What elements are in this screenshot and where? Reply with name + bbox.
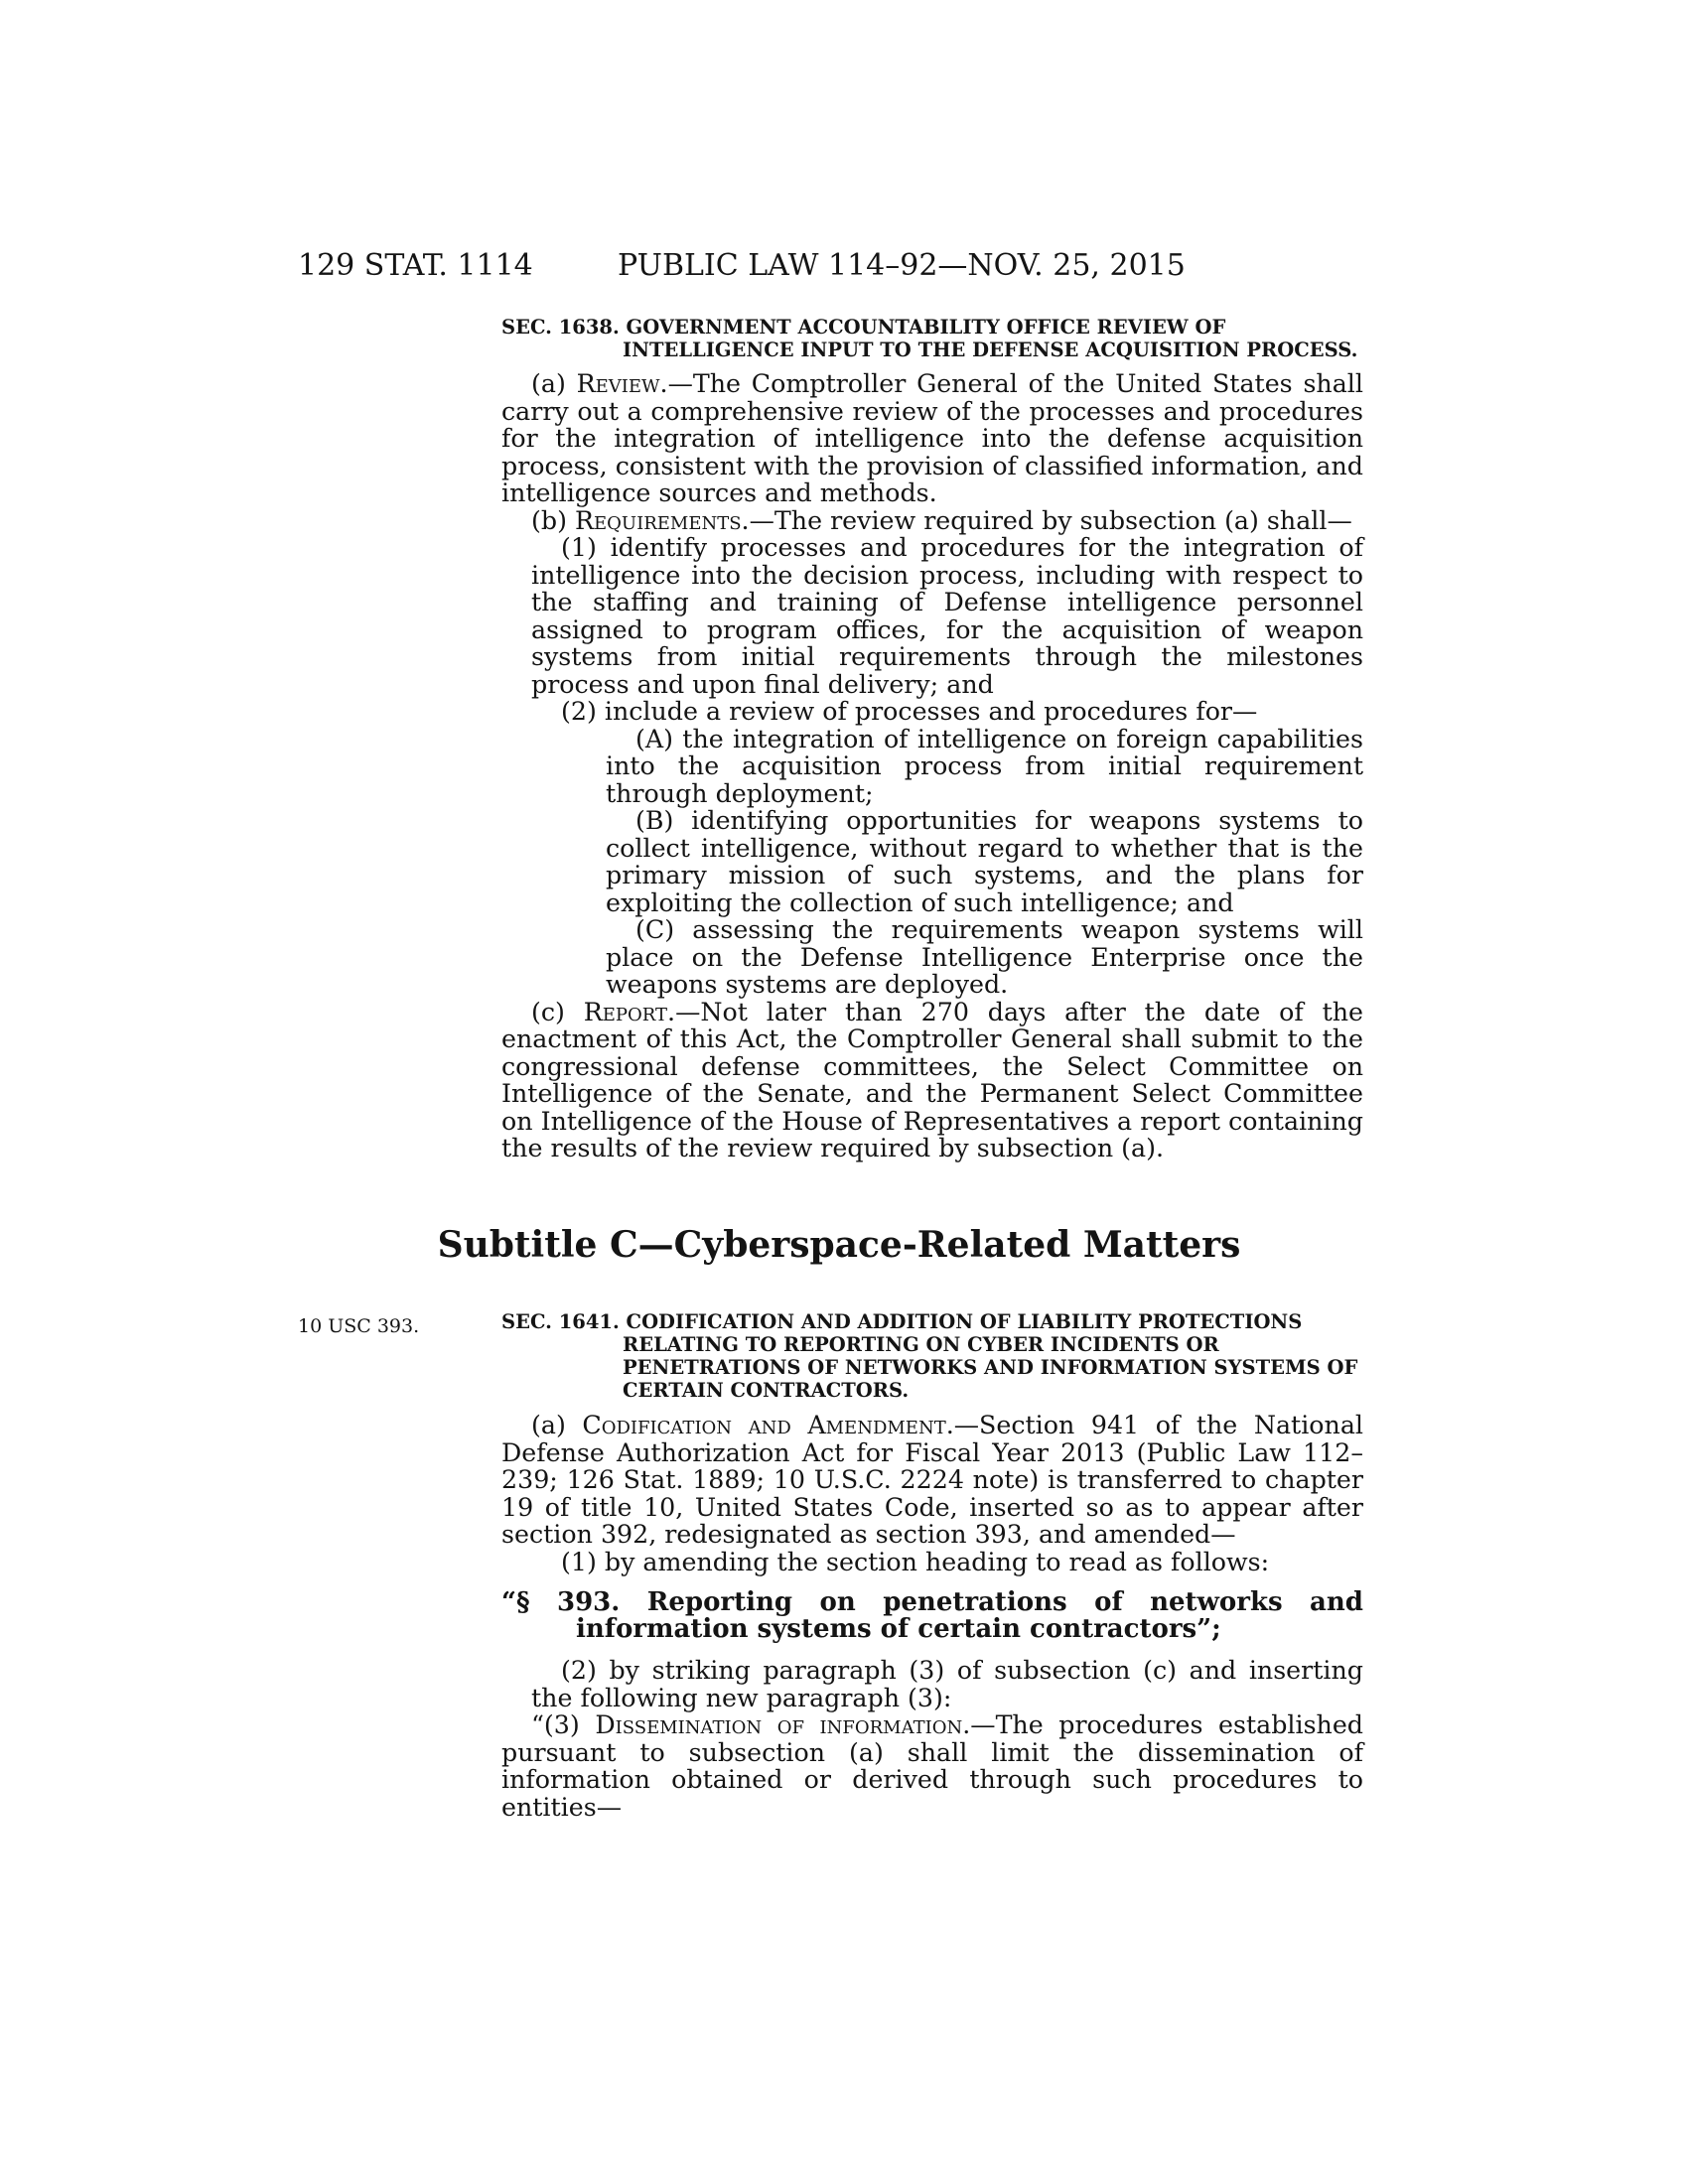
section-1641: [501, 1310, 1363, 1821]
margin-note: 10 USC 393.: [298, 1315, 420, 1337]
paragraph-3-label: Dissemination of information.: [595, 1710, 971, 1739]
subsection-a-codification-label: Codification and Amendment.: [582, 1411, 954, 1439]
subparagraph-b: (B) identifying opportunities for weapons systems to collect intelligence, without regard to whether that is the primary mission of such systems, and the plans for exploiting the collection of such intelligence; and: [606, 806, 1363, 917]
paragraph-2-strike: (2) by striking paragraph (3) of subsection (c) and inserting the following new paragraph (3):: [531, 1656, 1363, 1712]
subtitle-heading: Subtitle C—Cyberspace-Related Matters: [437, 1224, 1241, 1266]
subsection-c-report: (c) Report.—Not later than 270 days after the date of the enactment of this Act, the Comptroller General shall submit to the congressional defense committees, the Select Committee on Intelligence of the Senate, and the Permanent Select Committee on Intelligence of the House of Representatives a report containing the results of the review required by subsection (a).: [501, 997, 1363, 1162]
subsection-b-label: Requirements.: [574, 505, 750, 535]
subsection-a-codification: (a) Codification and Amendment.—Section 941 of the National Defense Authorization Act for Fiscal Year 2013 (Public Law 112–239; 126 Stat. 1889; 10 U.S.C. 2224 note) is transferred to chapter 19 of title 10, United States Code, inserted so as to appear after section 392, redesignated as section 393, and amended—: [501, 1411, 1363, 1549]
section-1641-heading: SEC. 1641. CODIFICATION AND ADDITION OF LIABILITY PROTECTIONS RELATING TO REPORTING ON CYBER INCIDENTS OR PENETRATIONS OF NETWORKS AND INFORMATION SYSTEMS OF CERTAIN CONTRACTORS.: [501, 1310, 1358, 1402]
section-1638-heading: SEC. 1638. GOVERNMENT ACCOUNTABILITY OFFICE REVIEW OF INTELLIGENCE INPUT TO THE DEFENSE ACQUISITION PROCESS.: [501, 316, 1358, 361]
stat-citation: 129 STAT. 1114: [298, 248, 533, 283]
quoted-section-heading: “§ 393. Reporting on penetrations of networks and information systems of certain contractors”;: [501, 1587, 1363, 1644]
running-head: PUBLIC LAW 114–92—NOV. 25, 2015: [618, 248, 1186, 283]
subsection-b-requirements: (b) Requirements.—The review required by subsection (a) shall—: [531, 505, 1352, 535]
subsection-a-label: Review.: [576, 369, 668, 398]
paragraph-1: (1) identify processes and procedures for the integration of intelligence into the decision process, including with respect to the staffing and training of Defense intelligence personnel assigned to program offices, for the acquisition of weapon systems from initial requirements through the milestones process and upon final delivery; and: [531, 533, 1363, 699]
quoted-paragraph-3: “(3) Dissemination of information.—The procedures established pursuant to subsection (a) shall limit the dissemination of information obtained or derived through such procedures to entities—: [501, 1710, 1364, 1822]
subsection-a-review: (a) Review.—The Comptroller General of the United States shall carry out a comprehensive review of the processes and procedures for the integration of intelligence into the defense acquisition process, consistent with the provision of classified information, and intelligence sources and methods.: [501, 369, 1363, 507]
paragraph-2: (2) include a review of processes and procedures for—: [561, 697, 1258, 726]
subparagraph-a: (A) the integration of intelligence on foreign capabilities into the acquisition process from initial requirement through deployment;: [606, 724, 1363, 808]
paragraph-1-amend-heading: (1) by amending the section heading to read as follows:: [561, 1547, 1270, 1576]
section-1638: [501, 316, 1363, 1162]
subparagraph-c: (C) assessing the requirements weapon systems will place on the Defense Intelligence Enterprise once the weapons systems are deployed.: [606, 915, 1363, 999]
subsection-c-label: Report.: [583, 997, 676, 1026]
